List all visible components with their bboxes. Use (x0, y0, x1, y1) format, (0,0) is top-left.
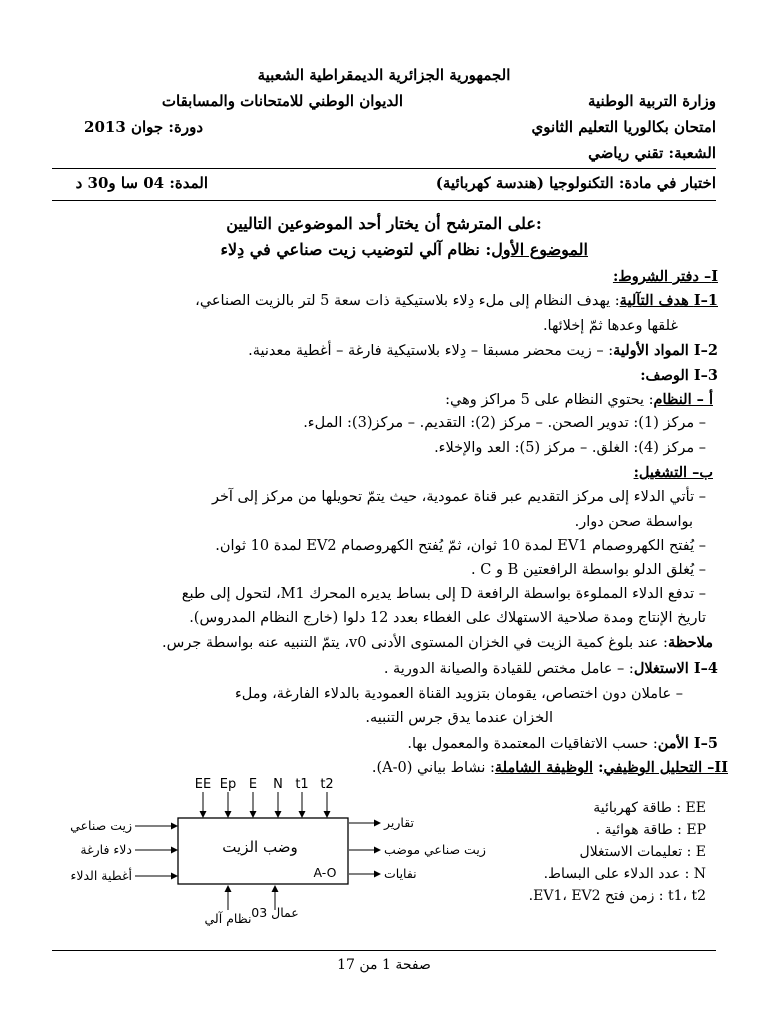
operation-heading: ب– التشغيل: (633, 464, 713, 481)
safety-line (88, 735, 718, 752)
control-label: N (273, 777, 283, 792)
topic-title: : نظام آلي لتوضيب زيت صناعي في دِلاء (220, 240, 492, 259)
function-box-label: وضب الزيت (222, 838, 298, 856)
exploit-label: I–4 الاستغلال (633, 660, 718, 677)
operation-line-3: – يُغلق الدلو بواسطة الرافعتين B و C . (471, 562, 706, 578)
topic-label: الموضوع الأول (491, 240, 588, 259)
republic-title: الجمهورية الجزائرية الديمقراطية الشعبية (257, 66, 511, 84)
system-text: : يحتوي النظام على 5 مراكز وهي: (445, 392, 654, 408)
note-text: : عند بلوغ كمية الزيت في الخزان المستوى الأدنى v0، يتمّ التنبيه عنه بواسطة جرس. (162, 635, 668, 651)
exam-name: امتحان بكالوريا التعليم الثانوي (531, 118, 716, 136)
exam-subject: اختبار في مادة: التكنولوجيا (هندسة كهربائية) (435, 174, 716, 192)
mechanism-label: 03 عمال (251, 905, 299, 920)
operation-line-4b: تاريخ الإنتاج ومدة صلاحية الاستهلاك على الغطاء بعدد 12 دلوا (خارج النظام المدروس). (189, 610, 706, 626)
system-label: أ – النظام (653, 391, 713, 408)
functional-analysis-text: : نشاط بياني (A-0). (371, 760, 495, 776)
choose-instruction: على المترشح أن يختار أحد الموضوعين التاليين: (226, 214, 542, 233)
exploit-line-2b: الخزان عندما يدق جرس التنبيه. (365, 710, 553, 726)
materials-label: I–2 المواد الأولية (613, 342, 718, 359)
note-line (83, 634, 713, 651)
operation-line-4: – تدفع الدلاء المملوءة بواسطة الرافعة D إلى بساط يديره المحرك M1، لتحول إلى طبع (181, 586, 706, 602)
materials-text: : – زيت محضر مسبقا – دِلاء بلاستيكية فارغة – أغطية معدنية. (248, 343, 614, 359)
function-box-code: A-O (313, 865, 337, 880)
goal-text: : يهدف النظام إلى ملء دِلاء بلاستيكية ذات سعة 5 لتر بالزيت الصناعي، (195, 293, 620, 309)
exploit-line (88, 660, 718, 677)
materials-line (88, 342, 718, 359)
input-label: زيت صناعي (70, 818, 132, 833)
legend-line-4: N : عدد الدلاء على البساط. (543, 866, 706, 882)
safety-text: : حسب الاتفاقيات المعتمدة والمعمول بها. (407, 736, 658, 752)
exploit-line-2: – عاملان دون اختصاص، يقومان بتزويد القناة العمودية بالدلاء الفارغة، وملء (234, 686, 683, 702)
page-number: صفحة 1 من 17 (337, 957, 431, 973)
control-label: EE (194, 777, 212, 792)
mechanism-label: نظام آلي (204, 911, 252, 926)
legend-line-5: t1، t2 : زمن فتح EV1، EV2. (528, 888, 706, 904)
office-name: الديوان الوطني للامتحانات والمسابقات (161, 92, 403, 110)
description-heading: I–3 الوصف: (640, 367, 718, 384)
global-function-label: الوظيفة الشاملة (494, 759, 594, 776)
operation-line-1: – تأتي الدلاء إلى مركز التقديم عبر قناة عمودية، حيث يتمّ تحويلها من مركز إلى آخر (211, 489, 706, 505)
a0-diagram (0, 770, 520, 940)
goal-label: I–1 هدف التآلية (619, 292, 718, 309)
topic-heading (220, 240, 588, 259)
system-line (83, 391, 713, 408)
stations-line-2: – مركز (4): الغلق. – مركز (5): العد والإخلاء. (434, 440, 706, 456)
control-label: E (248, 777, 258, 792)
header-divider-bottom (52, 200, 716, 201)
legend-line-2: EP : طاقة هوائية . (595, 822, 706, 838)
ministry-name: وزارة التربية الوطنية (587, 92, 716, 110)
header-divider-top (52, 168, 716, 169)
goal-line (88, 292, 718, 309)
safety-label: I–5 الأمن (657, 735, 718, 752)
exam-session: دورة: جوان 2013 (84, 118, 203, 136)
control-label: Ep (219, 777, 237, 792)
legend-line-3: E : تعليمات الاستغلال (579, 844, 706, 860)
goal-line-2: غلقها وعدها ثمّ إخلائها. (542, 318, 678, 334)
note-label: ملاحظة (667, 634, 713, 651)
stations-line-1: – مركز (1): تدوير الصحن. – مركز (2): التقديم. – مركز(3): الملء. (303, 415, 706, 431)
control-label: t2 (320, 777, 334, 792)
input-label: أغطية الدلاء (70, 868, 132, 883)
exploit-text: : – عامل مختص للقيادة والصيانة الدورية . (383, 661, 634, 677)
section-specification: I– دفتر الشروط: (612, 268, 718, 285)
exam-branch: الشعبة: تقني رياضي (588, 144, 716, 162)
operation-line-2: – يُفتح الكهروصمام EV1 لمدة 10 ثوان، ثمّ يُفتح الكهروصمام EV2 لمدة 10 ثوان. (215, 538, 706, 554)
control-label: t1 (295, 777, 309, 792)
output-label: تقارير (384, 815, 415, 830)
functional-analysis-label: II– التحليل الوظيفي (603, 759, 728, 776)
legend-line-1: EE : طاقة كهربائية (593, 800, 706, 816)
exam-duration: المدة: 04 سا و30 د (75, 174, 208, 192)
output-label: زيت صناعي موضب (384, 842, 486, 857)
input-label: دلاء فارغة (80, 842, 132, 857)
footer-divider (52, 950, 716, 951)
operation-line-1b: بواسطة صحن دوار. (574, 514, 693, 530)
output-label: نفايات (384, 866, 417, 881)
functional-analysis-sep: : (593, 759, 604, 776)
